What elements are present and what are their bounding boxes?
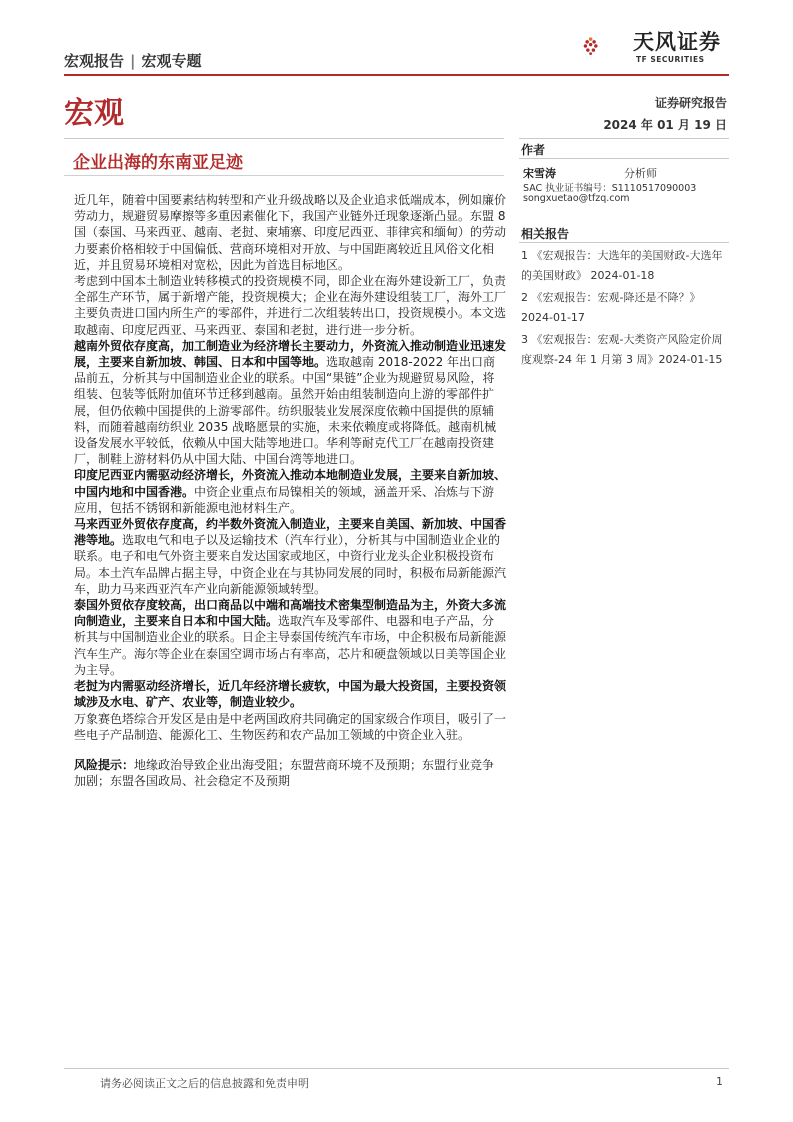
page-number: 1 xyxy=(716,1075,723,1088)
report-subcategory: 宏观专题 xyxy=(141,52,202,70)
divider xyxy=(519,138,729,139)
author-email[interactable]: songxuetao@tfzq.com xyxy=(523,193,630,204)
related-report-item[interactable]: 1 《宏观报告：大选年的美国财政-大选年的美国财政》 2024-01-18 xyxy=(521,249,723,282)
disclaimer: 请务必阅读正文之后的信息披露和免责申明 xyxy=(100,1077,309,1090)
related-reports xyxy=(521,246,729,372)
paragraph: 越南外贸依存度高，加工制造业为经济增长主要动力，外资流入推动制造业迅速发展，主要来自新加坡、韩国、日本和中国等地。选取越南 2018-2022 年出口商品前五，分析其与中国制造业企业的联系。中国“果链”企业为规避贸易风险，将组装、包装等低附加值环节迁移到越南。虽然开始由组装制造向上游的零部件扩展，但仍依赖中国提供的上游零部件。纺织服装业发展深度依赖中国提供的原辅料，而随着越南纺织业 2035 战略愿景的实施，未来依赖度或将降低。越南机械设备发展水平较低，依赖从中国大陆等地进口。华利等耐克代工厂在越南投资建厂，制鞋上游材料仍从中国大陆、中国台湾等地进口。 xyxy=(74,338,507,467)
footer-rule xyxy=(64,1068,729,1069)
paragraph: 老挝为内需驱动经济增长，近几年经济增长疲软，中国为最大投资国，主要投资领域涉及水电、矿产、农业等，制造业较少。 xyxy=(74,679,507,710)
report-category: 宏观报告 xyxy=(64,52,125,70)
breadcrumb xyxy=(64,50,202,71)
author-name: 宋雪涛 xyxy=(523,167,556,180)
paragraph: 马来西亚外贸依存度高，约半数外资流入制造业，主要来自美国、新加坡、中国香港等地。选取电气和电子以及运输技术（汽车行业），分析其与中国制造业企业的联系。电子和电气外资主要来自发达国家或地区，中资行业龙头企业积极投资布局。本土汽车品牌占据主导，中资企业在与其协同发展的同时，积极布局新能源汽车，助力马来西亚汽车产业向新能源领域转型。 xyxy=(74,517,507,596)
report-type: 证券研究报告 xyxy=(654,96,727,110)
divider xyxy=(519,158,729,159)
logo-text-en: TF SECURITIES xyxy=(636,55,705,64)
header-rule xyxy=(64,74,729,76)
paragraph: 印度尼西亚内需驱动经济增长，外资流入推动本地制造业发展，主要来自新加坡、中国内地和中国香港。中资企业重点布局镍相关的领域，涵盖开采、冶炼与下游应用，包括不锈钢和新能源电池材料生产。 xyxy=(74,468,507,515)
risk-warning: 风险提示：地缘政治导致企业出海受阻；东盟营商环境不及预期；东盟行业竞争加剧；东盟各国政局、社会稳定不及预期 xyxy=(74,757,495,789)
breadcrumb-separator: | xyxy=(130,52,136,70)
report-summary xyxy=(74,192,506,789)
report-title: 企业出海的东南亚足迹 xyxy=(73,153,243,173)
related-report-item[interactable]: 3 《宏观报告：宏观-大类资产风险定价周度观察-24 年 1 月第 3 周》2024-01-15 xyxy=(521,333,723,366)
author-heading: 作者 xyxy=(521,143,546,157)
related-report-item[interactable]: 2 《宏观报告：宏观-降还是不降？》 2024-01-17 xyxy=(521,291,701,324)
paragraph: 万象赛色塔综合开发区是由是中老两国政府共同确定的国家级合作项目，吸引了一些电子产品制造、能源化工、生物医药和农产品加工领域的中资企业入驻。 xyxy=(74,711,507,742)
paragraph: 近几年，随着中国要素结构转型和产业升级战略以及企业追求低端成本，例如廉价劳动力，规避贸易摩擦等多重因素催化下，我国产业链外迁现象逐渐凸显。东盟 8 国（泰国、马来西亚、越南、老挝、柬埔寨、印度尼西亚、菲律宾和缅甸）的劳动力要素价格相较于中国偏低、营商环境相对开放、与中国距离较近且风俗文化相近，并且贸易环境相对宽松，因此为首选目标地区。 xyxy=(74,193,507,272)
report-date: 2024 年 01 月 19 日 xyxy=(603,118,727,132)
section-title: 宏观 xyxy=(64,96,124,131)
paragraph: 泰国外贸依存度较高，出口商品以中端和高端技术密集型制造品为主，外资大多流向制造业，主要来自日本和中国大陆。选取汽车及零部件、电器和电子产品，分析其与中国制造业企业的联系。日企主导泰国传统汽车市场，中企积极布局新能源汽车生产。海尔等企业在泰国空调市场占有率高，芯片和硬盘领域以日美等国企业为主导。 xyxy=(74,598,507,677)
logo-text: 天风证券 xyxy=(633,30,721,54)
author-role: 分析师 xyxy=(624,167,657,180)
divider xyxy=(64,138,504,139)
divider xyxy=(519,242,729,243)
divider xyxy=(64,175,504,176)
related-heading: 相关报告 xyxy=(521,227,570,241)
tf-securities-logo-icon xyxy=(583,20,635,72)
author-cert: SAC 执业证书编号：S1110517090003 xyxy=(523,183,697,194)
paragraph: 考虑到中国本土制造业转移模式的投资规模不同，即企业在海外建设新工厂，负责全部生产环节，属于新增产能，投资规模大；企业在海外建设组装工厂，海外工厂主要负责进口国内所生产的零部件，并进行二次组装转出口，投资规模小。本文选取越南、印度尼西亚、马来西亚、泰国和老挝，进行进一步分析。 xyxy=(74,274,507,337)
